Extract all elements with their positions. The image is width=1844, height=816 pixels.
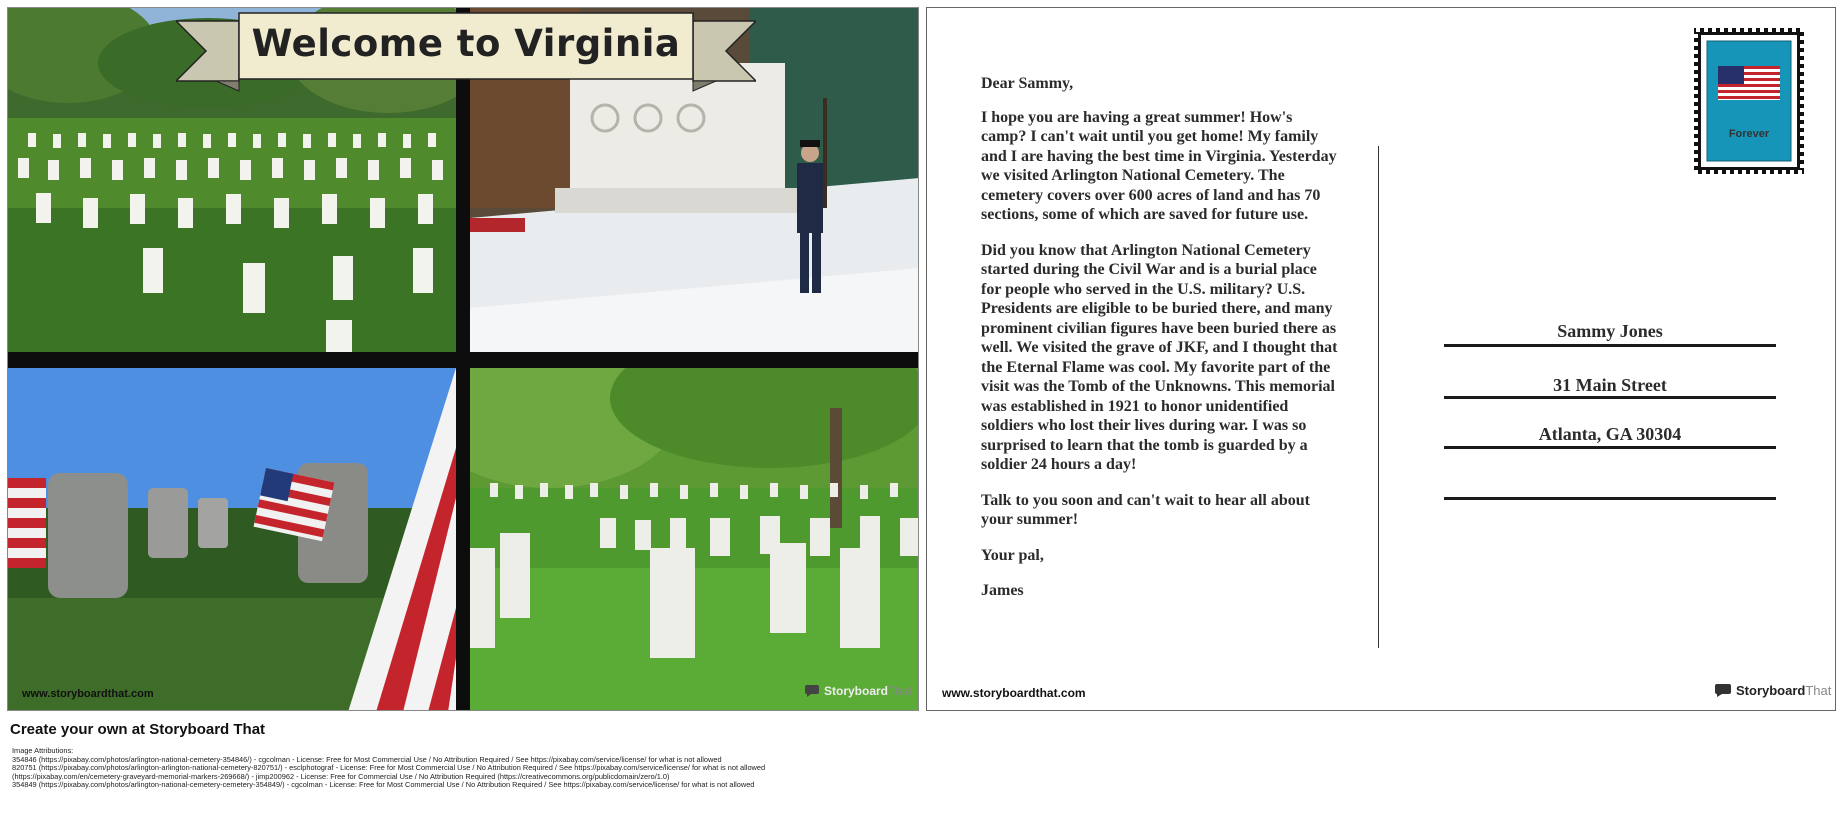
stamp-label: Forever xyxy=(1728,128,1770,140)
us-flag-icon xyxy=(1718,66,1780,100)
address-line xyxy=(1444,446,1776,449)
address-street: 31 Main Street xyxy=(1553,375,1667,395)
title-banner xyxy=(176,11,756,97)
postcard-back xyxy=(926,7,1836,711)
postage-stamp xyxy=(1694,28,1804,174)
watermark-url: www.storyboardthat.com xyxy=(942,686,1086,700)
center-divider xyxy=(1378,146,1379,648)
photo-headstones-under-trees xyxy=(470,368,919,711)
attribution-line: (https://pixabay.com/en/cemetery-graveyard-memorial-markers-269668/) - jimp200962 - License: Free for Commercial Use / No Attribution Required (https://creativecommons.org/publicdomain/zero/1.0) xyxy=(12,771,670,781)
address-line xyxy=(1444,396,1776,399)
speech-bubble-icon xyxy=(1714,683,1732,698)
letter-body xyxy=(981,74,1341,617)
watermark-url: www.storyboardthat.com xyxy=(22,688,154,700)
address-line xyxy=(1444,497,1776,500)
letter-paragraph: Did you know that Arlington National Cemetery started during the Civil War and is a burial place for people who served in the U.S. military? U.S. Presidents are eligible to be buried there, and many prominent civilian figures have been buried there as well. We visited the grave of JKF, and I thought that the Eternal Flame was cool. My favorite part of the visit was the Tomb of the Unknowns. This memorial was established in 1921 to honor unidentified soldiers who lost their lives during war. I was so surprised to learn that the tomb is guarded by a soldier 24 hours a day! xyxy=(981,241,1338,473)
create-your-own-link[interactable]: Create your own at Storyboard That xyxy=(10,721,266,738)
attributions-heading: Image Attributions: xyxy=(12,746,74,755)
attribution-line: 354846 (https://pixabay.com/photos/arlington-national-cemetery-354846/) - cgcolman - License: Free for Most Commercial Use / No Attribution Required / See https://pixabay.com/service/license/ for what is not allowed xyxy=(12,754,722,764)
attribution-line: 820751 (https://pixabay.com/photos/arlington-arlington-national-cemetery-820751/) - esclphotograf - License: Free for Most Commercial Use / No Attribution Required / See https://pixabay.com/service/license/ for what is not allowed xyxy=(12,763,766,773)
speech-bubble-icon xyxy=(804,684,820,698)
letter-paragraph: I hope you are having a great summer! How's camp? I can't wait until you get home! My family and I are having the best time in Virginia. Yesterday we visited Arlington National Cemetery. The cemetery covers over 600 acres of land and has 70 sections, some of which are saved for future use. xyxy=(981,108,1337,223)
letter-paragraph: Talk to you soon and can't wait to hear all about your summer! xyxy=(981,491,1310,528)
address-name: Sammy Jones xyxy=(1557,321,1663,341)
address-line xyxy=(1444,344,1776,347)
letter-signature: James xyxy=(981,582,1024,599)
attribution-line: 354849 (https://pixabay.com/photos/arlington-national-cemetery-cemetery-354849/) - cgcolman - License: Free for Most Commercial Use / No Attribution Required / See https://pixabay.com/service/license/ for what is not allowed xyxy=(12,780,755,790)
postcard-title: Welcome to Virginia xyxy=(251,22,681,65)
postcard-front xyxy=(7,7,919,711)
photo-headstones-with-flag xyxy=(8,368,456,711)
storyboard-logo: StoryboardThat xyxy=(804,684,912,698)
image-attributions xyxy=(12,747,1112,790)
letter-greeting: Dear Sammy, xyxy=(981,75,1074,92)
address-city: Atlanta, GA 30304 xyxy=(1538,424,1682,444)
storyboard-logo: StoryboardThat xyxy=(1714,683,1831,698)
letter-closing: Your pal, xyxy=(981,546,1044,564)
